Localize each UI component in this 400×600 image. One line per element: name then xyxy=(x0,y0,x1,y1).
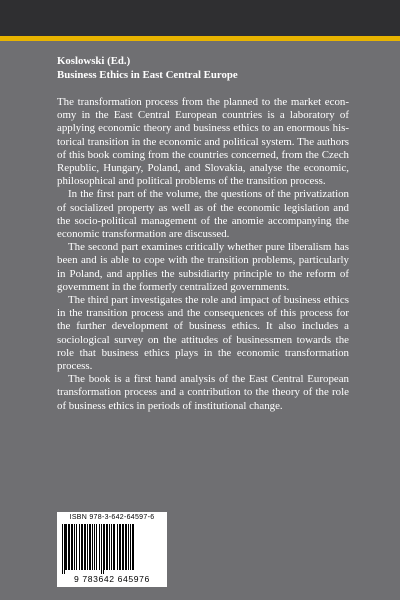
barcode-bar xyxy=(130,524,131,570)
barcode-bar xyxy=(81,524,83,570)
barcode-bar xyxy=(125,524,127,570)
barcode-bar xyxy=(79,524,80,570)
barcode-bar xyxy=(84,524,86,570)
isbn-barcode xyxy=(57,512,167,587)
editor-name: Koslowski (Ed.) xyxy=(57,55,131,67)
barcode-bar xyxy=(74,524,75,570)
barcode-bar xyxy=(71,524,73,570)
top-dark-band xyxy=(0,0,400,36)
book-title: Business Ethics in East Central Europe xyxy=(57,69,238,81)
isbn-digits: 9 783642 645976 xyxy=(74,574,150,584)
barcode-bar xyxy=(76,524,77,570)
barcode-bar xyxy=(119,524,121,570)
barcode-bars xyxy=(61,524,163,574)
barcode-bar xyxy=(68,524,70,570)
barcode-bar xyxy=(89,524,91,570)
barcode-bar xyxy=(106,524,108,570)
barcode-bar xyxy=(111,524,112,570)
barcode-bar xyxy=(94,524,95,570)
barcode-guard-bar xyxy=(101,524,102,574)
barcode-bar xyxy=(65,524,67,570)
book-header xyxy=(57,54,357,82)
barcode-bar xyxy=(87,524,88,570)
barcode-bar xyxy=(132,524,134,570)
blurb-paragraph: In the first part of the volume, the questions of the privatization of socialized property as well as of the economic legislation and the socio-political management of the anomie accompanying the economic transformation are discussed. xyxy=(57,188,349,241)
barcode-guard-bar xyxy=(62,524,63,574)
isbn-label: ISBN 978-3-642-64597-6 xyxy=(69,514,155,521)
barcode-bar xyxy=(104,524,105,570)
barcode-bar xyxy=(122,524,124,570)
barcode-bar xyxy=(117,524,118,570)
barcode-bar xyxy=(109,524,110,570)
barcode-bar xyxy=(113,524,115,570)
barcode-guard-bar xyxy=(64,524,65,574)
blurb-text xyxy=(57,96,349,413)
blurb-paragraph: The book is a first hand analysis of the East Central European transformation process and a contribution to the theory of the role of business ethics in periods of institutional change. xyxy=(57,373,349,412)
barcode-guard-bar xyxy=(103,524,104,574)
blurb-paragraph: The second part examines critically whether pure liberalism has been and is able to cope with the transition problems, particularly in Poland, and applies the subsidiarity principle to the reform of government in the formerly centralized governments. xyxy=(57,241,349,293)
barcode-bar xyxy=(99,524,100,570)
barcode-bar xyxy=(128,524,129,570)
yellow-accent-bar xyxy=(0,36,400,41)
barcode-bar xyxy=(96,524,97,570)
blurb-paragraph: The transformation process from the planned to the market economy in the East Central European countries is a laboratory of applying economic theory and business ethics to an enormous historical transition in the economic and political system. The authors of this book coming from the countries concerned, from the Czech Republic, Hungary, Poland, and Slovakia, analyse the economic, philosophical and political problems of the transition process. xyxy=(57,96,349,188)
blurb-paragraph: The third part investigates the role and impact of business ethics in the transition process and the consequences of this process for the further development of business ethics. It also includes a sociological survey on the attitudes of businessmen towards the role that business ethics plays in the economic transformation process. xyxy=(57,294,349,373)
barcode-bar xyxy=(92,524,93,570)
